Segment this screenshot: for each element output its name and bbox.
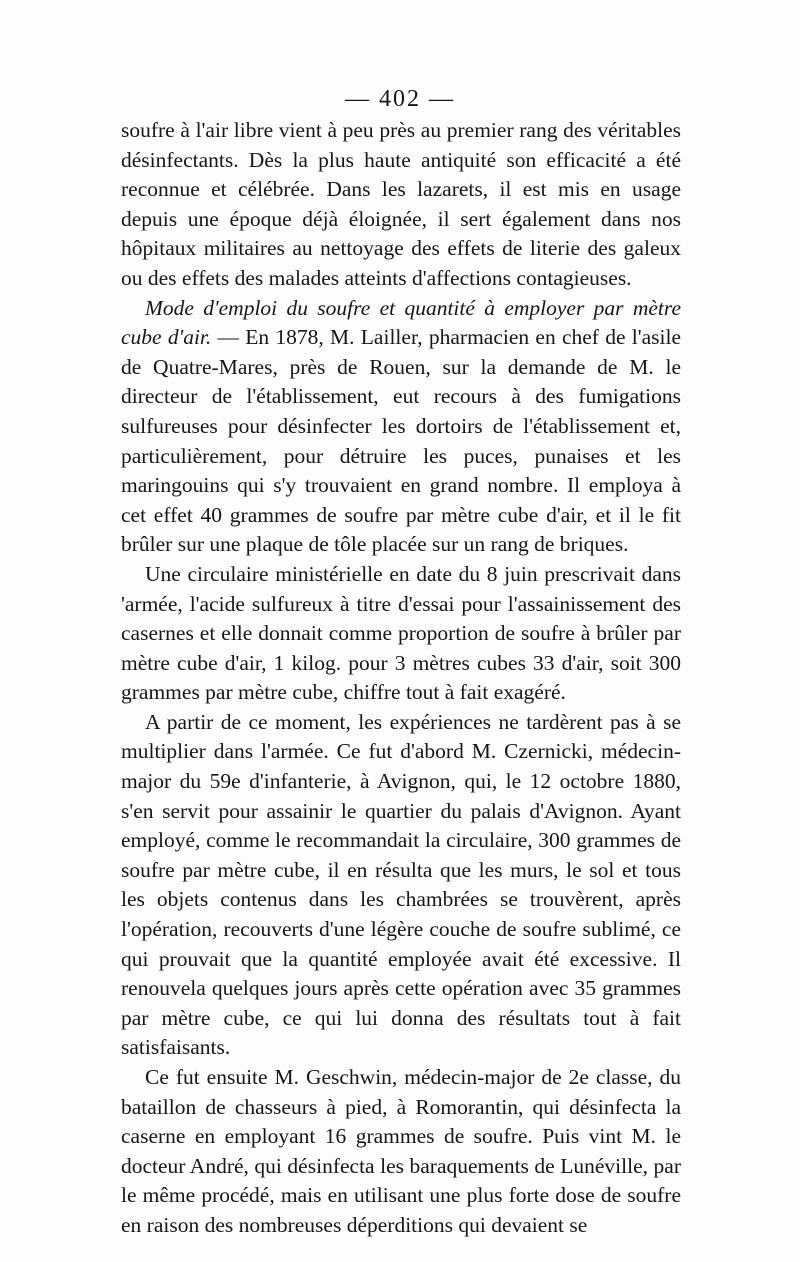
paragraph-circulaire: Une circulaire ministérielle en date du 8 juin prescrivait dans 'armée, l'acide sulfureux à titre d'essai pour l'assainissement des casernes et elle donnait comme proportion de soufre à brûler par mètre cube d'air, 1 kilog. pour 3 mètres cubes 33 d'air, soit 300 grammes par mètre cube, chiffre tout à fait exagéré. [121,561,681,705]
paragraph-geschwin: Ce fut ensuite M. Geschwin, médecin-major de 2e classe, du bataillon de chasseurs à pied, à Romorantin, qui désinfecta la caserne en employant 16 grammes de soufre. Puis vint M. le docteur André, qui désinfecta les baraquements de Lunéville, par le même procédé, mais en utilisant une plus forte dose de soufre en raison des nombreuses déperditions qui devaient se [121,1065,681,1237]
section-heading: Mode d'emploi du soufre et quantité à employer par mètre cube d'air. [121,295,681,350]
body-text [121,116,681,1241]
paragraph-experiences: A partir de ce moment, les expériences ne tardèrent pas à se multiplier dans l'armée. Ce fut d'abord M. Czernicki, médecin-major du 59e d'infanterie, à Avignon, qui, le 12 octobre 1880, s'en servit pour assainir le quartier du palais d'Avignon. Ayant employé, comme le recommandait la circulaire, 300 grammes de soufre par mètre cube, il en résulta que les murs, le sol et tous les objets contenus dans les chambrées se trouvèrent, après l'opération, recouverts d'une légère couche de soufre sublimé, ce qui prouvait que la quantité employée avait été excessive. Il renouvela quelques jours après cette opération avec 35 grammes par mètre cube, ce qui lui donna des résultats tout à fait satisfaisants. [121,709,681,1060]
paragraph-continuation: soufre à l'air libre vient à peu près au premier rang des véritables désinfectants. Dès la plus haute antiquité son efficacité a été reconnue et célébrée. Dans les lazarets, il est mis en usage depuis une époque déjà éloignée, il sert également dans nos hôpitaux militaires au nettoyage des effets de literie des galeux ou des effets des malades atteints d'affections contagieuses. [121,118,681,290]
paragraph-text: — En 1878, M. Lailler, pharmacien en chef de l'asile de Quatre-Mares, près de Rouen, sur la demande de M. le directeur de l'établissement, eut recours à des fumigations sulfureuses pour désinfecter les dortoirs de l'établissement et, particulièrement, pour détruire les puces, punaises et les maringouins qui s'y trouvaient en grand nombre. Il employa à cet effet 40 grammes de soufre par mètre cube d'air, et il le fit brûler sur une plaque de tôle placée sur un rang de briques. [121,325,681,557]
paragraph-mode-emploi [121,294,681,560]
page-number: — 402 — [345,86,455,112]
